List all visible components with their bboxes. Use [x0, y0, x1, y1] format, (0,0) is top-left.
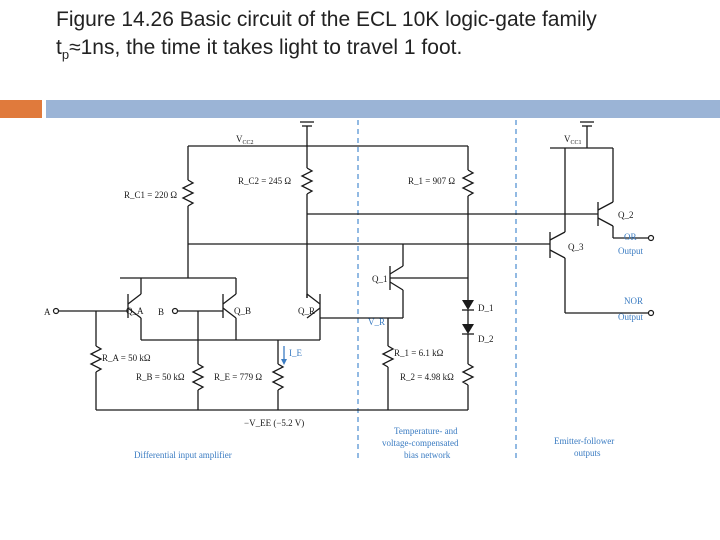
tp-symbol: t	[56, 36, 62, 59]
rc2-label: R_C2 = 245 Ω	[238, 176, 292, 186]
r2-label: R_2 = 4.98 kΩ	[400, 372, 454, 382]
section-differential-amplifier: Differential input amplifier	[134, 450, 232, 460]
input-b-label: B	[158, 307, 165, 317]
r1-resistor	[463, 146, 473, 304]
ie-label: I_E	[289, 348, 302, 358]
figure-caption	[56, 6, 706, 69]
section-bias-line-1: Temperature- and	[394, 426, 458, 436]
ra-label: R_A = 50 kΩ	[102, 353, 151, 363]
vcc2-rail	[188, 122, 468, 146]
caption-line-1: Figure 14.26 Basic circuit of the ECL 10K logic-gate family	[56, 8, 597, 31]
d1-diode	[462, 300, 474, 324]
rc2-resistor	[302, 146, 312, 298]
r1-label: R_1 = 907 Ω	[408, 176, 456, 186]
rc1-resistor	[183, 146, 193, 278]
q3-label: Q_3	[568, 242, 584, 252]
rc1-label: R_C1 = 220 Ω	[124, 190, 178, 200]
d1-label: D_1	[478, 303, 494, 313]
vr-label: V_R	[368, 317, 386, 327]
caption-line-2-text: ≈1ns, the time it takes light to travel 1 foot.	[69, 36, 463, 59]
section-emitter-follower-line-1: Emitter-follower	[554, 436, 615, 446]
section-emitter-follower-line-2: outputs	[574, 448, 601, 458]
or-output-label: Output	[618, 246, 644, 256]
vee-label: −V_EE (−5.2 V)	[244, 418, 305, 428]
re-label: R_E = 779 Ω	[214, 372, 263, 382]
q1-label: Q_1	[372, 274, 388, 284]
qr-label: Q_R	[298, 306, 316, 316]
vcc1-label: $V_{CC1}$	[564, 134, 582, 146]
re-resistor	[273, 340, 283, 410]
q1-transistor	[388, 244, 468, 318]
r1-bias-label: R_1 = 6.1 kΩ	[394, 348, 444, 358]
d2-label: D_2	[478, 334, 494, 344]
nor-output-terminal[interactable]	[649, 311, 654, 316]
section-bias-line-3: bias network	[404, 450, 451, 460]
r1-bias-resistor	[383, 318, 393, 410]
nor-output-label: Output	[618, 312, 644, 322]
ecl-circuit-diagram	[38, 118, 682, 468]
ra-resistor	[91, 311, 101, 410]
section-bias-line-2: voltage-compensated	[382, 438, 459, 448]
d2-diode	[462, 324, 474, 346]
rb-resistor	[193, 311, 203, 410]
caption-line-2	[56, 34, 706, 69]
nor-label: NOR	[624, 296, 644, 306]
qa-label: Q_A	[126, 306, 144, 316]
q3-transistor	[550, 148, 648, 313]
rb-label: R_B = 50 kΩ	[136, 372, 185, 382]
or-output-terminal[interactable]	[649, 236, 654, 241]
input-a[interactable]	[54, 309, 129, 314]
or-label: OR	[624, 232, 637, 242]
vcc2-label: $V_{CC2}$	[236, 134, 254, 146]
q2-label: Q_2	[618, 210, 634, 220]
qb-label: Q_B	[234, 306, 252, 316]
input-a-label: A	[44, 307, 51, 317]
accent-bar-orange	[0, 100, 42, 118]
tp-subscript: p	[61, 47, 70, 63]
accent-bar-blue	[46, 100, 720, 118]
q2-transistor	[598, 148, 648, 238]
